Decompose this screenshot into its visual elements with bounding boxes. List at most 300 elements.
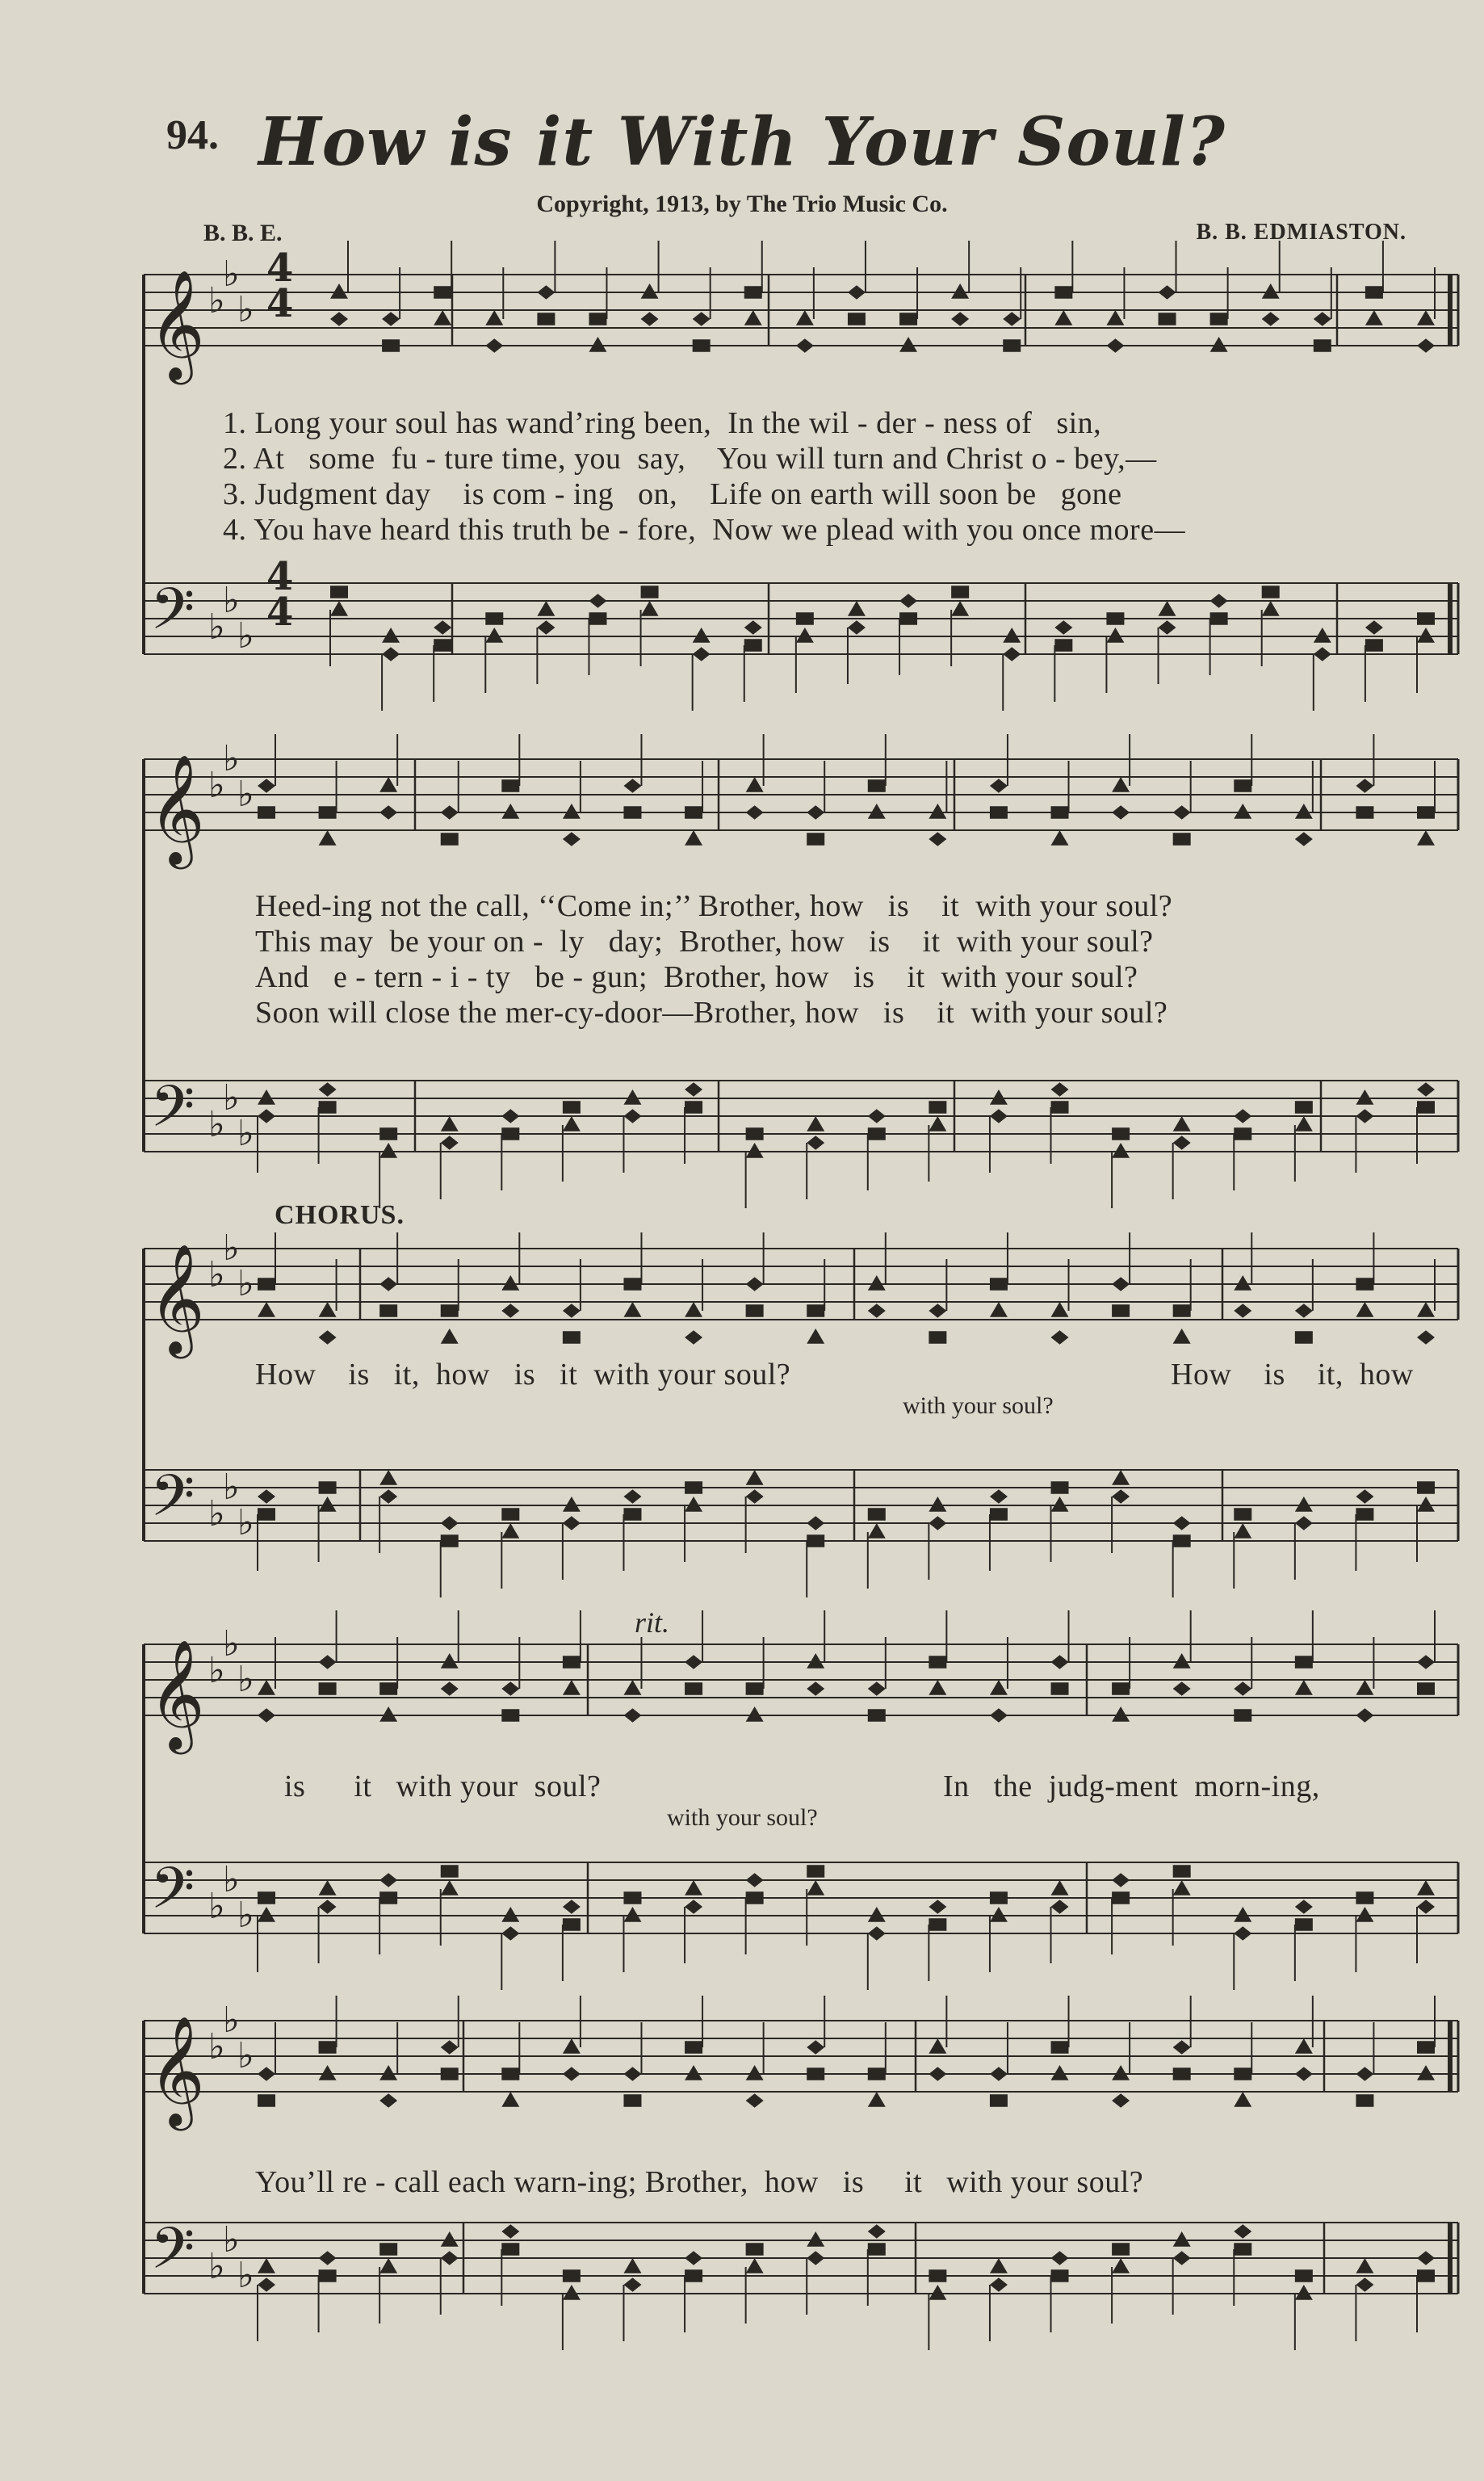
note-head: [807, 833, 824, 845]
note-head: [1365, 310, 1383, 325]
note-head: [868, 1907, 886, 1922]
chorus-line-2b: In the judg-ment morn-ing,: [943, 1769, 1320, 1803]
note-head: [623, 1508, 641, 1520]
note-head: [379, 1470, 397, 1485]
note-head: [929, 832, 946, 846]
words-credit: B. B. E.: [203, 220, 283, 246]
note-head: [441, 2040, 459, 2055]
verse-2-line-2: This may be your on - ly day; Brother, how is it with your soul?: [255, 925, 1154, 959]
note-head: [379, 1143, 397, 1158]
note-head: [501, 779, 519, 791]
flat-icon: ♭: [237, 1502, 254, 1543]
note-head: [441, 833, 459, 845]
note-head: [693, 647, 711, 661]
note-head: [589, 337, 606, 352]
note-head: [1365, 639, 1383, 651]
note-head: [258, 1302, 275, 1317]
note-head: [868, 1127, 886, 1140]
note-head: [1112, 2065, 1130, 2080]
note-head: [685, 1682, 702, 1694]
note-head: [1234, 2068, 1251, 2080]
note-head: [319, 1082, 337, 1097]
note-head: [1051, 1497, 1069, 1512]
note-head: [1295, 832, 1313, 846]
note-head: [1159, 620, 1176, 635]
note-head: [537, 313, 555, 325]
note-head: [807, 1534, 824, 1547]
note-head: [746, 1873, 764, 1887]
note-head: [868, 2092, 886, 2107]
note-head: [990, 2277, 1008, 2292]
note-head: [1295, 2269, 1313, 2282]
note-head: [1051, 1101, 1069, 1113]
flat-icon: ♭: [223, 254, 240, 295]
note-head: [1295, 1680, 1313, 1695]
note-head: [990, 2067, 1008, 2081]
note-head: [563, 1331, 581, 1343]
note-head: [1051, 1682, 1069, 1694]
note-head: [746, 1277, 764, 1291]
note-head: [623, 1489, 641, 1504]
note-head: [623, 806, 641, 818]
note-head: [868, 1508, 886, 1520]
flat-icon: ♭: [208, 1104, 225, 1145]
bass-clef-icon: 𝄢: [150, 1073, 195, 1154]
note-head: [1112, 777, 1130, 792]
flat-icon: ♭: [208, 1493, 225, 1534]
note-head: [319, 1655, 337, 1669]
note-head: [1234, 1275, 1251, 1291]
note-head: [1234, 1709, 1251, 1721]
note-head: [746, 1706, 764, 1722]
note-head: [1051, 1880, 1069, 1895]
note-head: [441, 2068, 459, 2080]
note-head: [563, 2067, 581, 2081]
note-head: [1173, 1681, 1191, 1696]
note-head: [899, 612, 917, 624]
note-head: [1051, 1082, 1069, 1097]
verse-3-line-1: 3. Judgment day is com - ing on, Life on earth will soon be gone: [223, 477, 1122, 511]
note-head: [501, 1303, 519, 1318]
flat-icon: ♭: [237, 1895, 254, 1936]
note-head: [1112, 1127, 1130, 1140]
treble-clef-icon: 𝄞: [149, 2014, 205, 2126]
note-head: [441, 1865, 459, 1877]
note-head: [441, 1116, 459, 1131]
note-head: [1106, 628, 1124, 643]
note-head: [848, 620, 866, 635]
note-head: [563, 1497, 581, 1512]
note-head: [746, 1143, 764, 1158]
verse-1-line-2: Heed-ing not the call, ‘‘Come in;’’ Brother, how is it with your soul?: [255, 889, 1173, 923]
flat-icon: ♭: [237, 1113, 254, 1154]
note-head: [990, 1680, 1008, 1695]
note-head: [1295, 2038, 1313, 2054]
note-head: [868, 2068, 886, 2080]
chorus-echo-2: with your soul?: [667, 1804, 818, 1831]
note-head: [1051, 1330, 1069, 1345]
note-head: [319, 1330, 337, 1345]
note-head: [379, 2093, 397, 2108]
note-head: [563, 1303, 581, 1318]
note-head: [807, 805, 824, 820]
note-head: [746, 1304, 764, 1316]
treble-clef-icon: 𝄞: [149, 268, 205, 380]
note-head: [1295, 1116, 1313, 1131]
note-head: [868, 1926, 886, 1941]
note-head: [868, 2243, 886, 2255]
verse-1-line-1: 1. Long your soul has wand’ring been, In the wil - der - ness of sin,: [223, 406, 1102, 440]
note-head: [1173, 1136, 1191, 1150]
note-head: [537, 285, 555, 300]
note-head: [1234, 1109, 1251, 1123]
note-head: [685, 1082, 702, 1097]
note-head: [685, 1655, 702, 1669]
note-head: [1173, 805, 1191, 820]
note-head: [501, 2068, 519, 2080]
note-head: [899, 594, 917, 608]
note-head: [899, 313, 917, 325]
note-head: [951, 601, 969, 616]
note-head: [258, 2094, 275, 2106]
note-head: [641, 601, 659, 616]
bass-clef-icon: 𝄢: [150, 1855, 195, 1936]
note-head: [563, 1656, 581, 1668]
note-head: [1051, 2251, 1069, 2265]
note-head: [1295, 1516, 1313, 1530]
note-head: [929, 1101, 946, 1113]
note-head: [501, 1709, 519, 1721]
note-head: [1295, 1656, 1313, 1668]
note-head: [319, 2251, 337, 2265]
note-head: [796, 338, 814, 353]
note-head: [441, 805, 459, 820]
note-head: [685, 2269, 702, 2282]
note-head: [258, 1109, 275, 1123]
time-signature: 4: [266, 246, 294, 291]
note-head: [537, 620, 555, 635]
note-head: [441, 2251, 459, 2265]
note-head: [1173, 1516, 1191, 1530]
note-head: [868, 1109, 886, 1123]
note-head: [319, 830, 337, 846]
flat-icon: ♭: [208, 1650, 225, 1691]
note-head: [1173, 1329, 1191, 1344]
flat-icon: ♭: [223, 738, 240, 779]
note-head: [379, 2243, 397, 2255]
note-head: [563, 1516, 581, 1530]
hymn-title: How is it With Your Soul?: [258, 103, 1226, 181]
note-head: [899, 337, 917, 352]
note-head: [1051, 806, 1069, 818]
note-head: [1356, 1089, 1373, 1105]
note-head: [441, 1329, 459, 1344]
note-head: [746, 1682, 764, 1694]
note-head: [501, 804, 519, 819]
verse-4-line-2: Soon will close the mer-cy-door—Brother, how is it with your soul?: [255, 996, 1168, 1030]
note-head: [1003, 312, 1021, 326]
chorus-echo-1: with your soul?: [903, 1392, 1054, 1419]
note-head: [1173, 1304, 1191, 1316]
note-head: [929, 804, 946, 819]
note-head: [990, 1708, 1008, 1723]
treble-clef-icon: 𝄞: [149, 1638, 205, 1749]
note-head: [1054, 286, 1072, 298]
note-head: [441, 1136, 459, 1150]
note-head: [258, 1680, 275, 1695]
note-head: [951, 283, 969, 299]
note-head: [258, 1278, 275, 1290]
note-head: [1417, 1302, 1435, 1317]
note-head: [693, 312, 711, 326]
note-head: [807, 1329, 824, 1344]
note-head: [441, 1681, 459, 1696]
note-head: [1417, 2041, 1435, 2053]
flat-icon: ♭: [223, 2000, 240, 2041]
note-head: [501, 1127, 519, 1140]
note-head: [990, 1508, 1008, 1520]
note-head: [1112, 1489, 1130, 1504]
note-head: [1112, 805, 1130, 820]
note-head: [563, 832, 581, 846]
flat-icon: ♭: [223, 580, 240, 621]
note-head: [1417, 1101, 1435, 1113]
note-head: [485, 310, 503, 325]
note-head: [623, 1891, 641, 1904]
note-head: [563, 1900, 581, 1914]
note-head: [258, 1891, 275, 1904]
note-head: [501, 1681, 519, 1696]
note-head: [868, 2224, 886, 2239]
note-head: [746, 1489, 764, 1504]
note-head: [1106, 612, 1124, 624]
note-head: [1112, 2093, 1130, 2108]
note-head: [258, 2258, 275, 2273]
note-head: [319, 1302, 337, 1317]
flat-icon: ♭: [208, 1254, 225, 1295]
copyright-notice: Copyright, 1913, by The Trio Music Co.: [536, 191, 948, 217]
note-head: [1054, 310, 1072, 325]
note-head: [1173, 1880, 1191, 1895]
flat-icon: ♭: [223, 1467, 240, 1508]
note-head: [685, 2065, 702, 2080]
note-head: [501, 1275, 519, 1291]
note-head: [258, 1089, 275, 1105]
note-head: [1112, 1873, 1130, 1887]
note-head: [1417, 612, 1435, 624]
note-head: [685, 830, 702, 846]
note-head: [693, 339, 711, 351]
note-head: [1295, 1331, 1313, 1343]
flat-icon: ♭: [237, 2255, 254, 2296]
note-head: [501, 1926, 519, 1941]
note-head: [868, 1303, 886, 1318]
note-head: [258, 2277, 275, 2292]
note-head: [990, 1891, 1008, 1904]
note-head: [319, 1497, 337, 1512]
note-head: [623, 2067, 641, 2081]
note-head: [807, 1136, 824, 1150]
note-head: [929, 2038, 946, 2054]
note-head: [623, 1907, 641, 1922]
note-head: [990, 2258, 1008, 2273]
verse-2-line-1: 2. At some fu - ture time, you say, You will turn and Christ o - bey,—: [223, 442, 1157, 476]
note-head: [563, 2285, 581, 2300]
note-head: [441, 1534, 459, 1547]
note-head: [807, 2251, 824, 2265]
note-head: [501, 1907, 519, 1922]
note-head: [746, 2243, 764, 2255]
note-head: [848, 313, 866, 325]
note-head: [990, 779, 1008, 793]
note-head: [1106, 310, 1124, 325]
note-head: [1417, 2251, 1435, 2265]
note-head: [1051, 830, 1069, 846]
note-head: [1417, 628, 1435, 643]
note-head: [1106, 338, 1124, 353]
note-head: [258, 1508, 275, 1520]
note-head: [319, 2041, 337, 2053]
note-head: [382, 647, 400, 661]
verse-3-line-2: And e - tern - i - ty be - gun; Brother, how is it with your soul?: [255, 960, 1138, 994]
note-head: [1262, 283, 1280, 299]
note-head: [485, 612, 503, 624]
note-head: [746, 2065, 764, 2080]
note-head: [501, 2243, 519, 2255]
note-head: [379, 2258, 397, 2273]
note-head: [868, 1709, 886, 1721]
note-head: [1295, 2285, 1313, 2300]
note-head: [1417, 2065, 1435, 2080]
note-head: [319, 1481, 337, 1493]
note-head: [685, 2251, 702, 2265]
note-head: [563, 2038, 581, 2054]
note-head: [319, 1101, 337, 1113]
note-head: [746, 1891, 764, 1904]
note-head: [1356, 806, 1373, 818]
note-head: [1356, 1109, 1373, 1123]
note-head: [1417, 1880, 1435, 1895]
note-head: [1173, 2231, 1191, 2247]
note-head: [929, 1303, 946, 1318]
note-head: [1356, 2258, 1373, 2273]
note-head: [1234, 1127, 1251, 1140]
note-head: [1173, 833, 1191, 845]
note-head: [1234, 2243, 1251, 2255]
note-head: [330, 312, 348, 326]
note-head: [1210, 313, 1228, 325]
note-head: [1417, 338, 1435, 353]
note-head: [807, 1516, 824, 1530]
note-head: [1295, 804, 1313, 819]
ritardando-mark: rit.: [635, 1606, 670, 1639]
note-head: [746, 2093, 764, 2108]
verse-4-line-1: 4. You have heard this truth be - fore, Now we plead with you once more—: [223, 513, 1186, 547]
flat-icon: ♭: [223, 1859, 240, 1900]
note-head: [319, 806, 337, 818]
note-head: [746, 1470, 764, 1485]
note-head: [319, 2065, 337, 2080]
note-head: [623, 1302, 641, 1317]
note-head: [1234, 2092, 1251, 2107]
note-head: [685, 806, 702, 818]
note-head: [623, 1680, 641, 1695]
note-head: [382, 312, 400, 326]
note-head: [807, 1653, 824, 1669]
bass-clef-icon: 𝄢: [150, 1463, 195, 1543]
note-head: [1417, 1330, 1435, 1345]
note-head: [1314, 628, 1331, 643]
note-head: [1003, 628, 1021, 643]
note-head: [685, 1497, 702, 1512]
note-head: [807, 1304, 824, 1316]
note-head: [1365, 286, 1383, 298]
note-head: [744, 310, 762, 325]
note-head: [1173, 1534, 1191, 1547]
note-head: [685, 1330, 702, 1345]
note-head: [1210, 612, 1228, 624]
flat-icon: ♭: [208, 2246, 225, 2287]
chorus-line-3: You’ll re - call each warn-ing; Brother, how is it with your soul?: [255, 2165, 1144, 2199]
note-head: [1314, 647, 1331, 661]
note-head: [1295, 1497, 1313, 1512]
note-head: [1112, 1143, 1130, 1158]
time-signature: 4: [266, 590, 294, 635]
chorus-line-1b: How is it, how: [1171, 1358, 1414, 1392]
note-head: [1159, 601, 1176, 616]
note-head: [563, 1918, 581, 1930]
note-head: [379, 805, 397, 820]
note-head: [796, 310, 814, 325]
note-head: [1112, 1470, 1130, 1485]
note-head: [929, 2067, 946, 2081]
note-head: [641, 283, 659, 299]
flat-icon: ♭: [223, 1623, 240, 1664]
note-head: [1295, 1918, 1313, 1930]
bass-clef-icon: 𝄢: [150, 2215, 195, 2296]
note-head: [319, 1880, 337, 1895]
note-head: [685, 1481, 702, 1493]
flat-icon: ♭: [208, 765, 225, 806]
note-head: [379, 1873, 397, 1887]
note-head: [537, 601, 555, 616]
note-head: [319, 2269, 337, 2282]
note-head: [589, 313, 606, 325]
note-head: [1262, 586, 1280, 598]
note-head: [434, 639, 451, 651]
note-head: [501, 2224, 519, 2239]
note-head: [807, 2040, 824, 2055]
note-head: [990, 1109, 1008, 1123]
note-head: [1003, 647, 1021, 661]
note-head: [1417, 1497, 1435, 1512]
note-head: [746, 805, 764, 820]
note-head: [379, 1127, 397, 1140]
note-head: [1051, 1900, 1069, 1914]
note-head: [1234, 1907, 1251, 1922]
note-head: [623, 1278, 641, 1290]
flat-icon: ♭: [237, 289, 254, 330]
note-head: [1417, 310, 1435, 325]
note-head: [868, 779, 886, 791]
note-head: [1295, 2067, 1313, 2081]
note-head: [379, 1706, 397, 1722]
note-head: [1295, 1900, 1313, 1914]
note-head: [685, 2041, 702, 2053]
note-head: [1234, 804, 1251, 819]
note-head: [929, 1516, 946, 1530]
note-head: [1356, 2094, 1373, 2106]
